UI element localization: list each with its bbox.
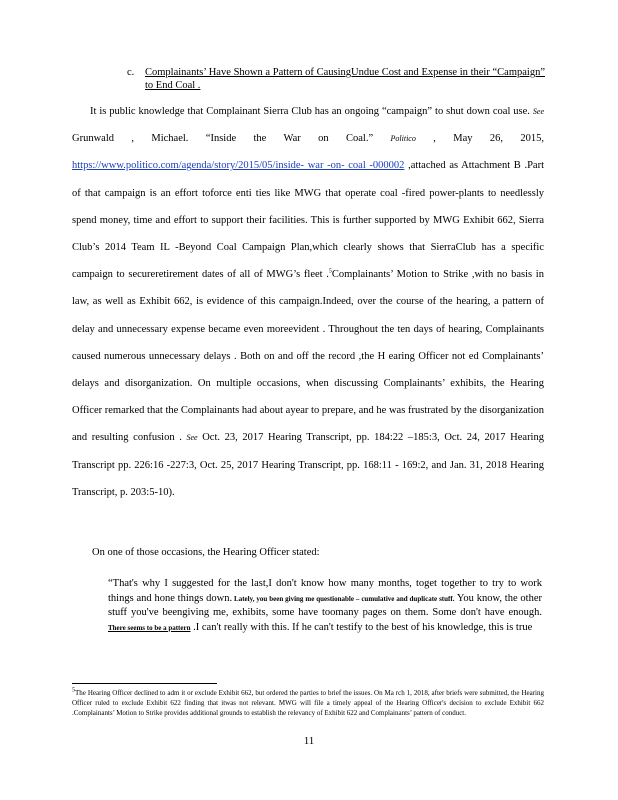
p1-text-d: ,attached as Attachment B .Part of that campaign is an effort toforce enti ties like MWG that operate coal -fired power-plants to needlessly spend money, time and effort to support their facilities. This is further supported by MWG Exhibit 662, Sierra Club’s 2014 Team IL -Beyond Coal Campaign Plan,which clearly shows that SierraClub has a specific campaign to secureretirement dates of all of MWG’s fleet . [72,160,544,281]
quote-part-3: You know, the other stuff you've beengiving me, exhibits, some have toomany pages on them. Some don't have enough. [108,592,543,618]
footnote-divider [72,683,217,684]
politico-italic: Politico [390,134,416,144]
see-signal: See [532,107,544,116]
p1-text-b: Grunwald , Michael. “Inside the War on Coal.” [72,133,391,145]
quote-part-5: .I can't really with this. If he can't testify to the best of his knowledge, this is true [190,621,533,633]
footnote-text: The Hearing Officer declined to adm it or exclude Exhibit 662, but ordered the parties to brief the issues. On Ma rch 1, 2018, after briefs were submitted, the Hearing Officer ruled to exclude Exhibit 622 finding that itwas not relevant. MWG will file a timely appeal of the Hearing Officer's decision to exclude Exhibit 662 .Complainants’ Motion to Strike provides additional grounds to establish the relevancy of Exhibit 622 and Complainants’ pattern of conduct. [72,689,544,717]
quote-intro: On one of those occasions, the Hearing Officer stated: [92,547,320,558]
quote-part-1: “That's why I suggested for the last,I don't know how many months, toget together to try to work things and hone things down. [108,578,542,604]
see-signal-2: See [186,433,198,443]
footnote-5 [72,688,544,718]
quote-part-2: Lately, you been giving me questionable – cumulative and duplicate stuff. [232,594,455,603]
body-text [72,98,544,506]
paragraph-1 [72,98,544,506]
heading-letter: c. [127,67,135,78]
p1-text-f: Oct. 23, 2017 Hearing Transcript, pp. 184:22 –185:3, Oct. 24, 2017 Hearing Transcript pp. 226:16 -227:3, Oct. 25, 2017 Hearing Transcript, pp. 168:11 - 169:2, and Jan. 31, 2018 Hearing Transcript, p. 203:5-10). [72,432,544,498]
p1-text-e: Complainants’ Motion to Strike ,with no basis in law, as well as Exhibit 662, is evidence of this campaign.Indeed, over the course of the hearing, a pattern of delay and unnecessary expense became even moreevident . Throughout the ten days of hearing, Complainants caused numerous unnecessary delays . Both on and off the record ,the H earing Officer not ed Complainants’ delays and disorganization. On multiple occasions, when discussing Complainants’ exhibits, the Hearing Officer remarked that the Complainants had about ayear to prepare, and he was frustrated by the disorganization and resulting confusion . [72,269,544,444]
heading-text: Complainants’ Have Shown a Pattern of CausingUndue Cost and Expense in their “Campaign” to End Coal . [145,67,545,91]
footnote-number: 5 [72,687,75,694]
quote-part-4: There seems to be a pattern [108,623,191,632]
footnote-ref[interactable]: 5 [328,268,332,275]
p1-text-a: It is public knowledge that Complainant Sierra Club has an ongoing “campaign” to shut down coal use. [90,106,533,117]
p1-text-c: , May 26, 2015, [415,133,544,145]
page-number: 11 [303,735,315,747]
politico-link[interactable]: https://www.politico.com/agenda/story/2015/05/inside- war -on- coal -000002 [72,160,405,172]
block-quote [108,577,542,635]
